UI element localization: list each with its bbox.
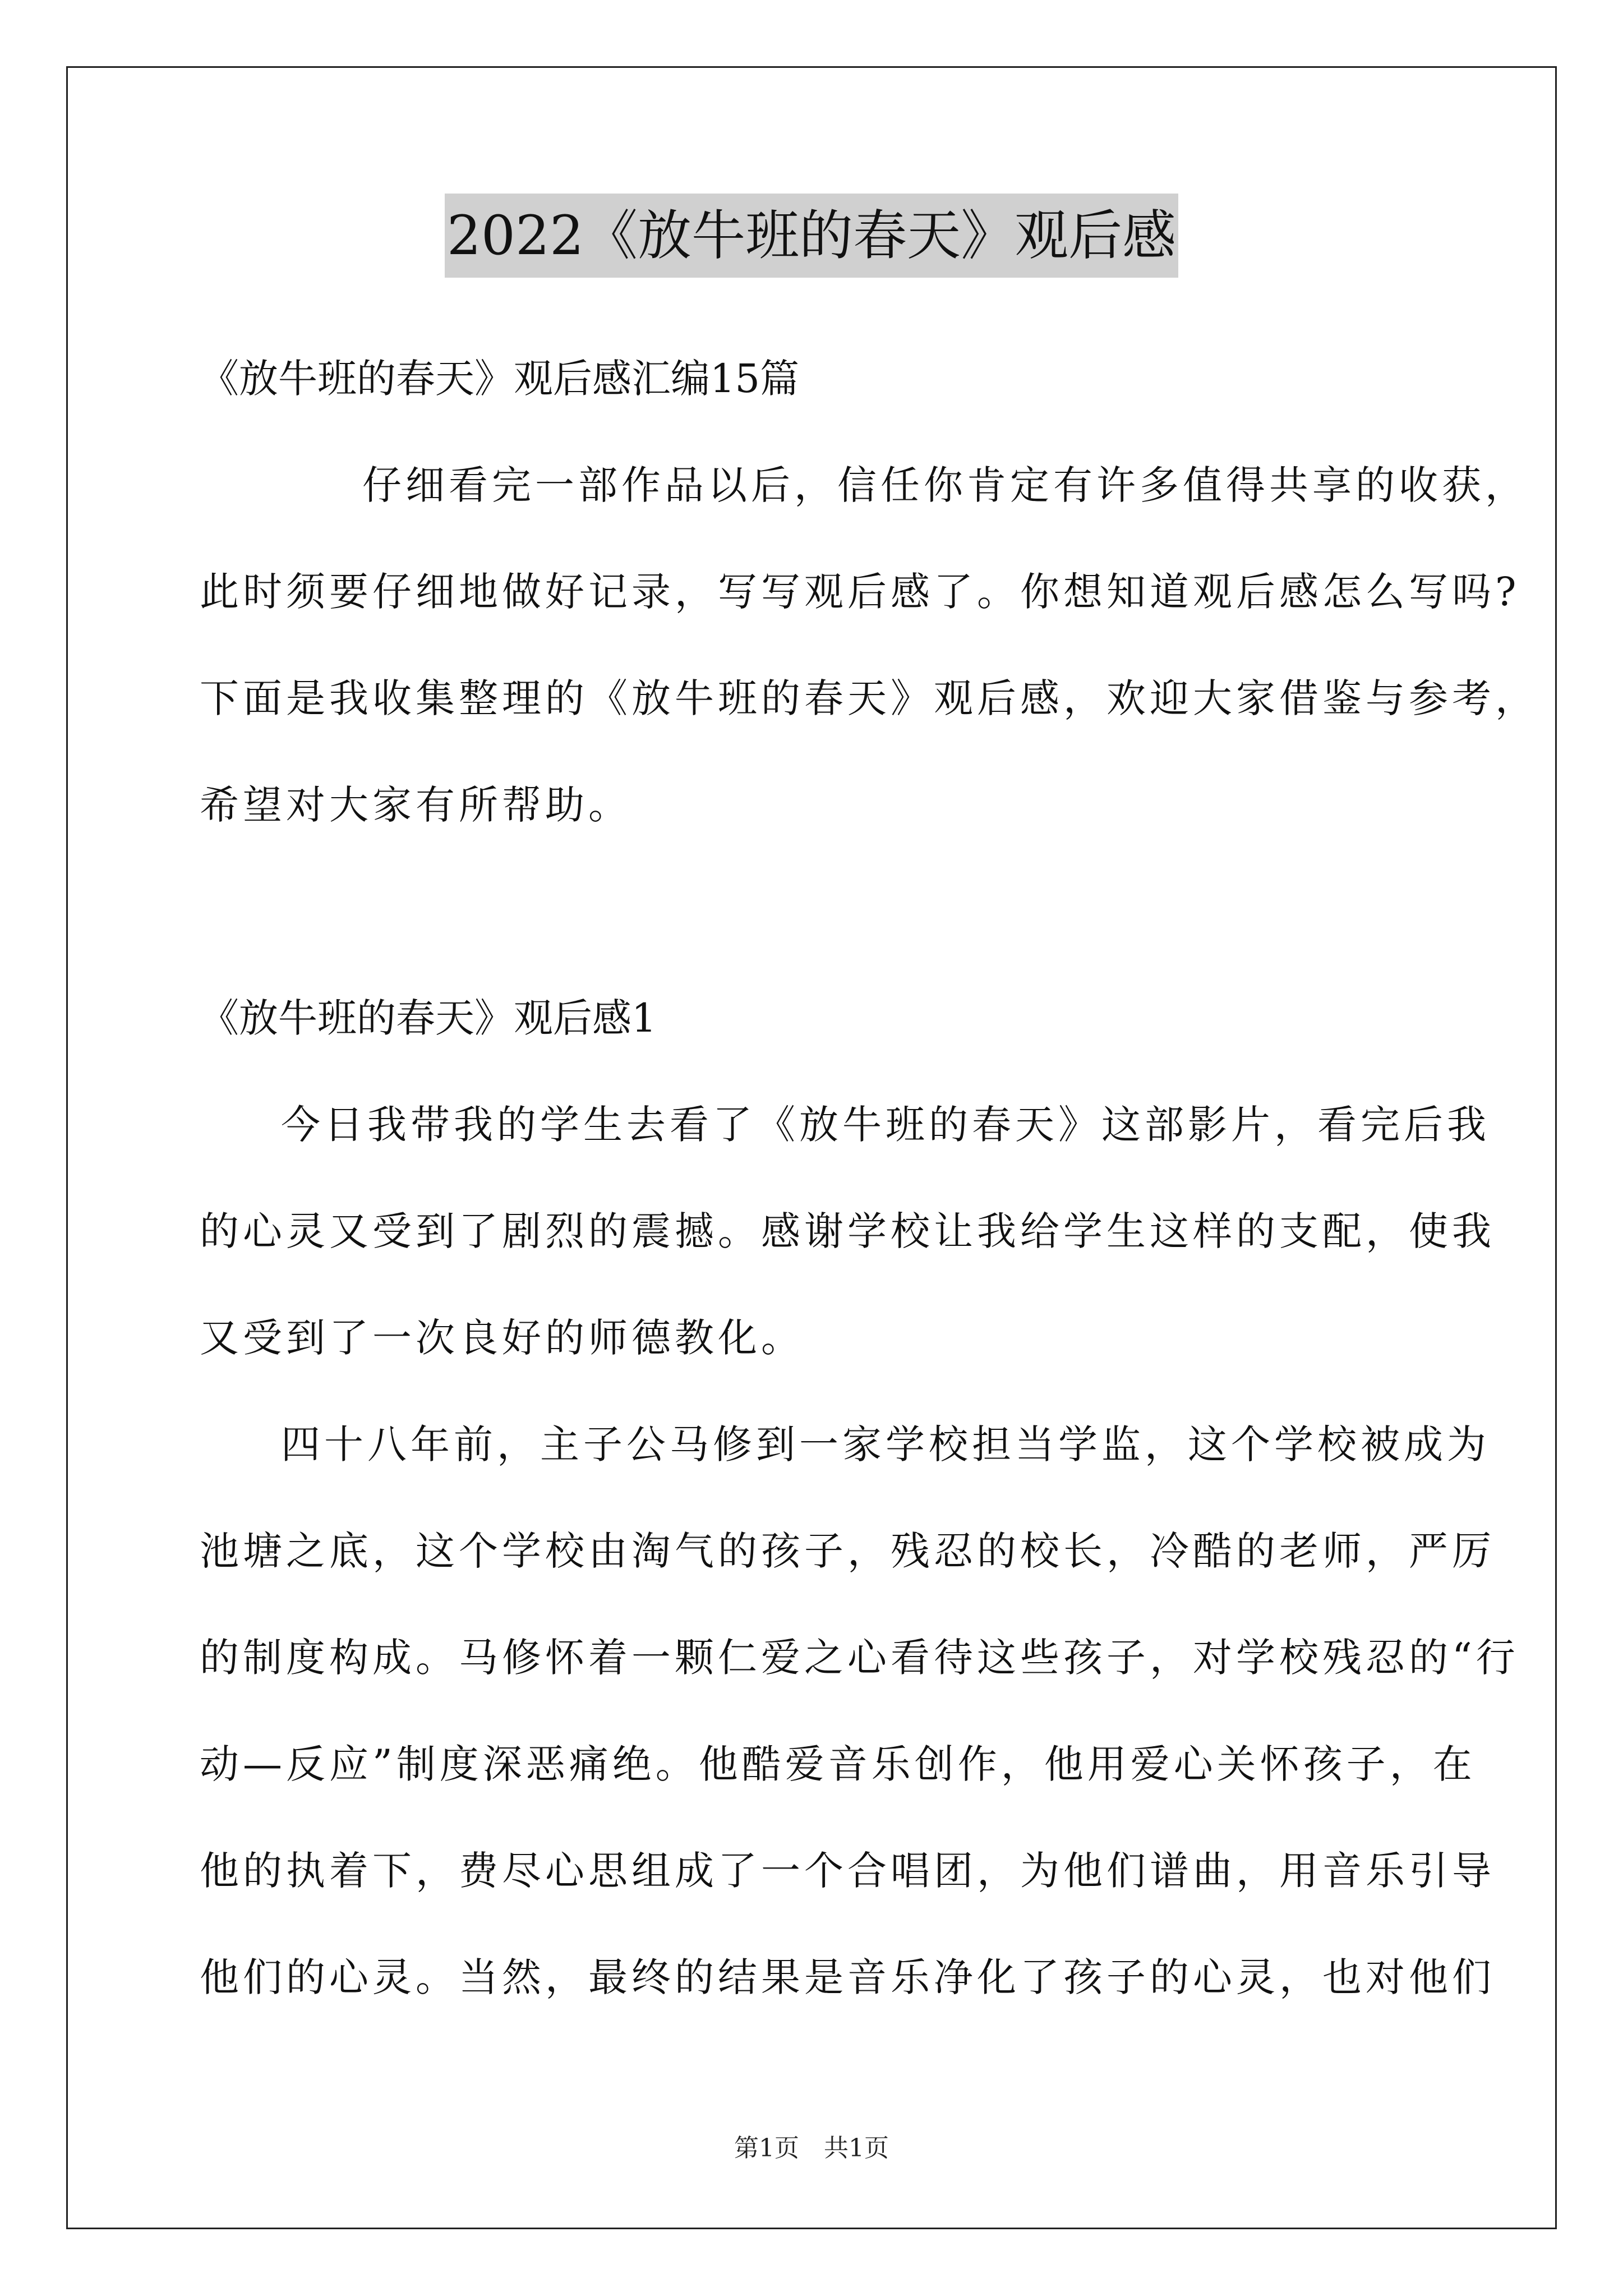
paragraph-line: 他们的心灵。当然，最终的结果是音乐净化了孩子的心灵，也对他们 bbox=[200, 1954, 1495, 2000]
document-title: 2022《放牛班的春天》观后感 bbox=[445, 194, 1178, 278]
intro-line: 下面是我收集整理的《放牛班的春天》观后感，欢迎大家借鉴与参考， bbox=[200, 675, 1538, 721]
document-body bbox=[200, 325, 1538, 2031]
paragraph-line: 池塘之底，这个学校由淘气的孩子，残忍的校长，冷酷的老师，严厉 bbox=[200, 1528, 1495, 1574]
paragraph-line: 他的执着下，费尽心思组成了一个合唱团，为他们谱曲，用音乐引导 bbox=[200, 1848, 1495, 1894]
document-subtitle: 《放牛班的春天》观后感汇编15篇 bbox=[200, 356, 800, 402]
intro-line: 希望对大家有所帮助。 bbox=[200, 782, 631, 828]
title-container bbox=[0, 194, 1623, 278]
paragraph-line: 又受到了一次良好的师德教化。 bbox=[200, 1315, 804, 1361]
paragraph-line: 四十八年前，主子公马修到一家学校担当学监，这个学校被成为 bbox=[281, 1421, 1490, 1467]
page-number-total: 共1页 bbox=[824, 2134, 889, 2162]
paragraph-line: 的制度构成。马修怀着一颗仁爱之心看待这些孩子，对学校残忍的“行 bbox=[200, 1635, 1519, 1681]
paragraph-line: 动—反应”制度深恶痛绝。他酷爱音乐创作，他用爱心关怀孩子，在 bbox=[200, 1741, 1476, 1787]
intro-line: 此时须要仔细地做好记录，写写观后感了。你想知道观后感怎么写吗? bbox=[200, 569, 1520, 615]
paragraph-line: 的心灵又受到了剧烈的震撼。感谢学校让我给学生这样的支配，使我 bbox=[200, 1208, 1495, 1254]
intro-line: 仔细看完一部作品以后，信任你肯定有许多值得共享的收获， bbox=[362, 462, 1528, 508]
section-heading: 《放牛班的春天》观后感1 bbox=[200, 995, 657, 1041]
blank-line bbox=[200, 858, 1431, 965]
page-number-current: 第1页 bbox=[734, 2134, 799, 2162]
page-footer bbox=[0, 2132, 1623, 2165]
paragraph-line: 今日我带我的学生去看了《放牛班的春天》这部影片，看完后我 bbox=[281, 1102, 1490, 1148]
